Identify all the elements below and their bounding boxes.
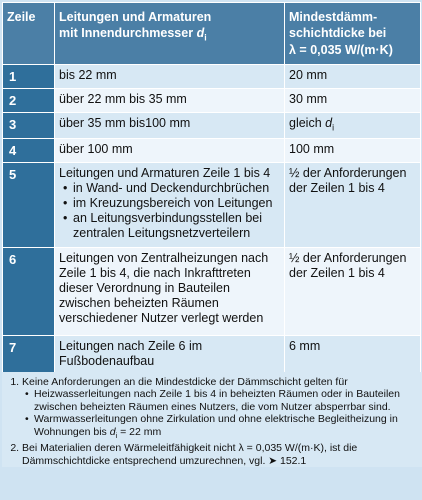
table-row xyxy=(3,64,421,88)
footnote-1-text: Keine Anforderungen an die Mindestdicke der Dämmschicht gelten für xyxy=(22,376,348,388)
row-value: ½ der Anforderungen der Zeilen 1 bis 4 xyxy=(285,163,421,248)
row-number: 3 xyxy=(3,112,55,139)
row-value: 30 mm xyxy=(285,88,421,112)
row-value-prefix: gleich xyxy=(289,115,322,130)
row-number: 5 xyxy=(3,163,55,248)
row-number: 7 xyxy=(3,336,55,373)
footnote-bullet-value: = 22 mm xyxy=(120,425,162,438)
header-diameter-symbol: d xyxy=(196,26,205,41)
table-row xyxy=(3,139,421,163)
row-description: Leitungen nach Zeile 6 im Fußbodenaufbau xyxy=(55,336,285,373)
row-number: 4 xyxy=(3,139,55,163)
header-pipes-line2: mit Innendurchmesser xyxy=(59,26,194,41)
row-description: Leitungen von Zentralheizungen nach Zeile 1 bis 4, die nach Inkrafttreten dieser Verordnung in Bauteilen zwischen beheizten Räumen verschiedener Nutzer verlegt werden xyxy=(55,248,285,336)
row-number: 1 xyxy=(3,64,55,88)
insulation-table xyxy=(2,2,421,373)
table-row xyxy=(3,336,421,373)
row-number: 2 xyxy=(3,88,55,112)
table-row xyxy=(3,163,421,248)
header-diameter-sub: i xyxy=(204,32,207,43)
row-description: über 100 mm xyxy=(55,139,285,163)
footnote-bullet-text: Warmwasserleitungen ohne Zirkulation und ohne elektrische Begleitheizung in Wohnungen bis xyxy=(34,413,398,438)
row-description xyxy=(55,163,285,248)
row-description: über 22 mm bis 35 mm xyxy=(55,88,285,112)
header-row-number: Zeile xyxy=(3,3,55,65)
header-thickness-line2: schichtdicke bei xyxy=(289,26,387,41)
row-value xyxy=(285,112,421,139)
footnote-1 xyxy=(22,376,418,442)
header-thickness xyxy=(285,3,421,65)
footnote-diameter-symbol: d xyxy=(109,425,116,438)
row-bullet: • in Wand- und Deckendurchbrüchen xyxy=(73,181,280,196)
row-value: 6 mm xyxy=(285,336,421,373)
row-description-text: Leitungen und Armaturen Zeile 1 bis 4 xyxy=(59,166,271,181)
row-bullet: • im Kreuzungsbereich von Leitungen xyxy=(73,196,280,211)
row-value: 100 mm xyxy=(285,139,421,163)
footnote-bullet: • Heizwasserleitungen nach Zeile 1 bis 4 in beheizten Räumen oder in Bauteilen zwischen beheizten Räumen eines Nutzers, die vom Nutzer absperrbar sind. xyxy=(34,388,418,413)
header-lambda: λ = 0,035 W/(m·K) xyxy=(289,42,393,57)
row-value-symbol: d xyxy=(325,115,333,130)
table-row xyxy=(3,248,421,336)
table-row xyxy=(3,112,421,139)
footnote-diameter-sub: i xyxy=(115,430,118,440)
table-row xyxy=(3,88,421,112)
row-description: bis 22 mm xyxy=(55,64,285,88)
footnote-1-bullets xyxy=(22,388,418,442)
row-value: 20 mm xyxy=(285,64,421,88)
table-header-row xyxy=(3,3,421,65)
footnote-list xyxy=(8,376,418,467)
footnotes xyxy=(2,372,422,467)
row-value-sub: i xyxy=(332,122,335,133)
row-bullet: • an Leitungsverbindungsstellen bei zentralen Leitungsnetzverteilern xyxy=(73,211,280,241)
row-value: ½ der Anforderungen der Zeilen 1 bis 4 xyxy=(285,248,421,336)
header-thickness-line1: Mindestdämm- xyxy=(289,10,378,24)
footnote-2: 2. Bei Materialien deren Wärmeleitfähigkeit nicht λ = 0,035 W/(m·K), ist die Dämmschichtdicke entsprechend umzurechnen, vgl. ➤ 152.1 xyxy=(22,442,418,467)
row-bullet-list xyxy=(59,181,280,241)
row-number: 6 xyxy=(3,248,55,336)
header-pipes xyxy=(55,3,285,65)
footnote-bullet xyxy=(34,413,418,442)
row-description: über 35 mm bis100 mm xyxy=(55,112,285,139)
header-pipes-line1: Leitungen und Armaturen xyxy=(59,10,212,24)
